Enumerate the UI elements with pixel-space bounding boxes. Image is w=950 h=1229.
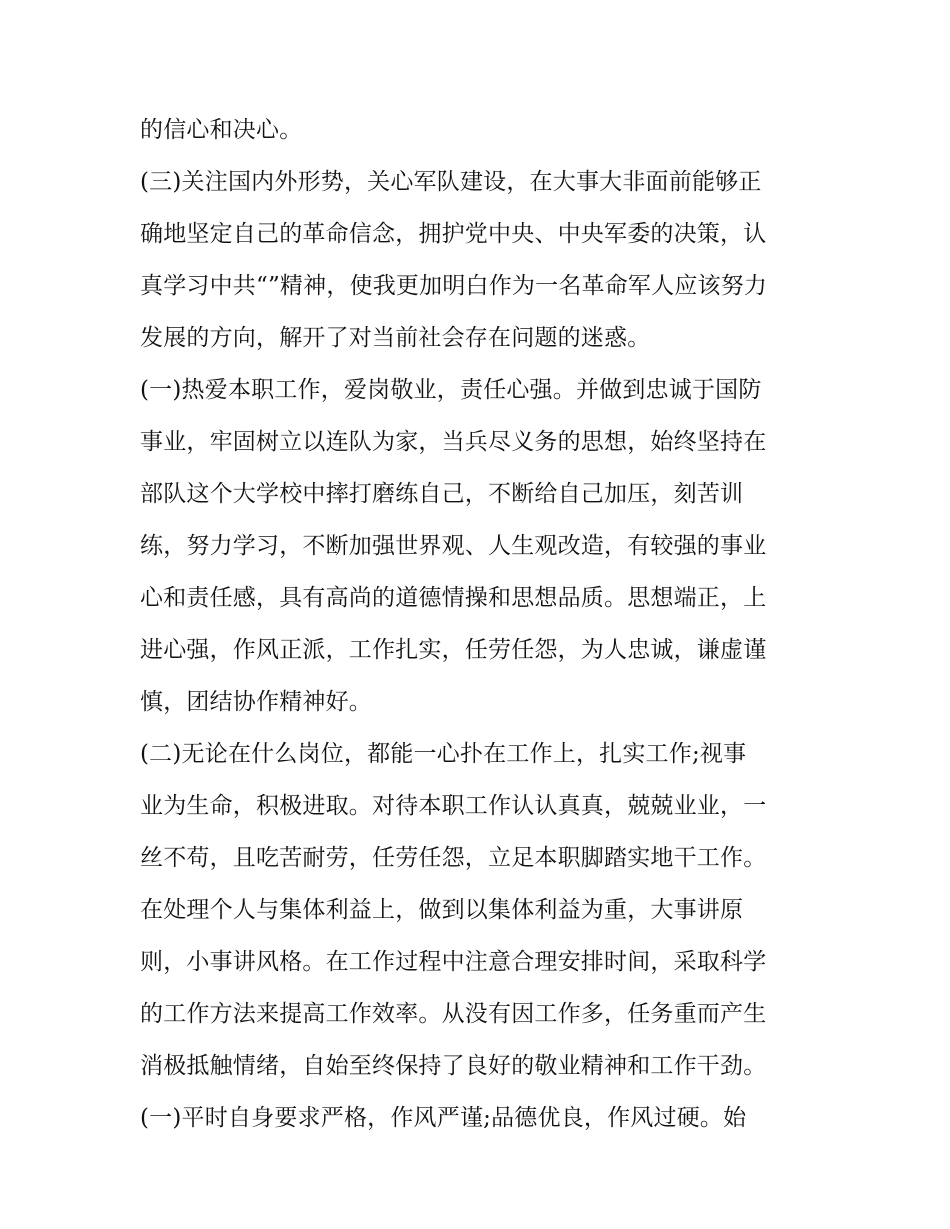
text-line: (三)关注国内外形势，关心军队建设，在大事大非面前能够正 [140, 169, 762, 195]
text-line: 消极抵触情绪，自始至终保持了良好的敬业精神和工作干劲。 [140, 1053, 767, 1079]
text-line: (二)无论在什么岗位，都能一心扑在工作上，扎实工作;视事 [140, 741, 747, 767]
text-line: 丝不苟，且吃苦耐劳，任劳任怨，立足本职脚踏实地干工作。 [140, 845, 767, 871]
text-line: 则，小事讲风格。在工作过程中注意合理安排时间，采取科学 [140, 949, 767, 975]
text-line: 的工作方法来提高工作效率。从没有因工作多，任务重而产生 [140, 1001, 767, 1027]
text-line: 心和责任感，具有高尚的道德情操和思想品质。思想端正，上 [140, 585, 767, 611]
text-line: 发展的方向，解开了对当前社会存在问题的迷惑。 [140, 325, 651, 351]
text-line: 事业，牢固树立以连队为家，当兵尽义务的思想，始终坚持在 [140, 429, 767, 455]
text-line: 业为生命，积极进取。对待本职工作认认真真，兢兢业业，一 [140, 793, 767, 819]
text-line: 的信心和决心。 [140, 117, 303, 143]
text-line: 进心强，作风正派，工作扎实，任劳任怨，为人忠诚，谦虚谨 [140, 637, 767, 663]
text-line: 部队这个大学校中摔打磨练自己，不断给自己加压，刻苦训 [140, 481, 744, 507]
text-line: 慎，团结协作精神好。 [140, 689, 372, 715]
text-line: (一)热爱本职工作，爱岗敬业，责任心强。并做到忠诚于国防 [140, 377, 762, 403]
text-line: 练，努力学习，不断加强世界观、人生观改造，有较强的事业 [140, 533, 767, 559]
text-line: (一)平时自身要求严格，作风严谨;品德优良，作风过硬。始 [140, 1105, 747, 1131]
text-line: 确地坚定自己的革命信念，拥护党中央、中央军委的决策，认 [140, 221, 767, 247]
text-line: 真学习中共“”精神，使我更加明白作为一名革命军人应该努力 [140, 273, 768, 299]
text-line: 在处理个人与集体利益上，做到以集体利益为重，大事讲原 [140, 897, 744, 923]
